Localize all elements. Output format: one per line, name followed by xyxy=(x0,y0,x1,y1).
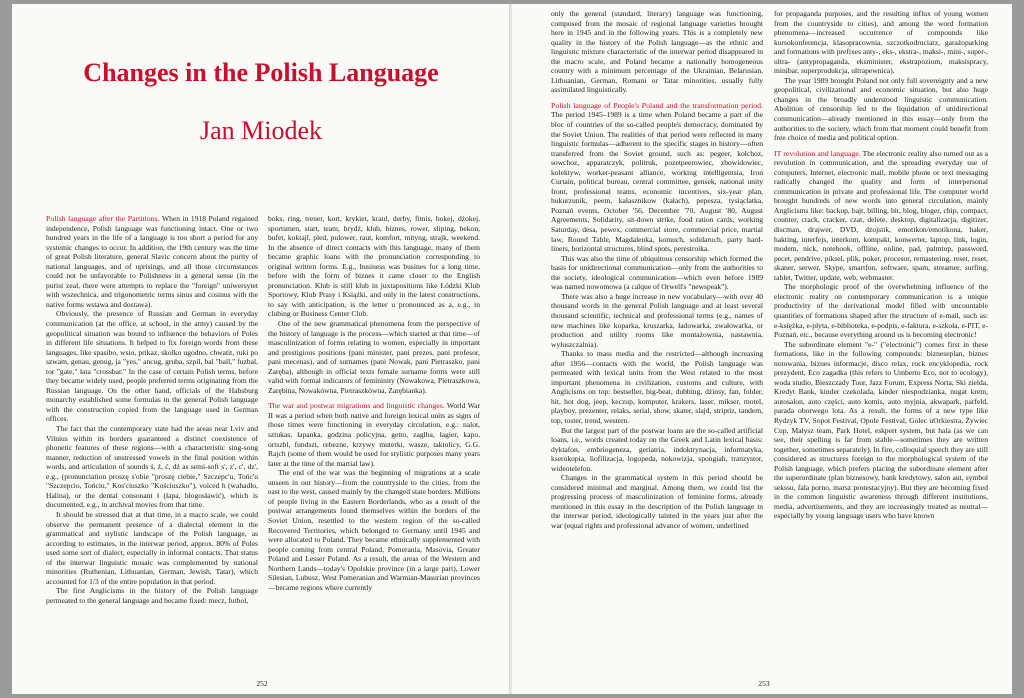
paragraph: But the largest part of the postwar loans are the so-called artificial loans, i.e., words created today on the Greek and Latin lexical basis: dyktafon, embriogeneza, geriatria, indoktrynacja, informatyka, kserokopia, liofilizacja, logopeda, nokowizja, spongiah, tranzystor, wideotelefon. xyxy=(551,425,763,473)
paragraph: The morphologic proof of the overwhelming influence of the electronic reality on contemporary communication is a unique productivity of the derivational model filled with uncountable quantities of formations shaped after the structure of e-mail, such as: e-księżka, e-płyta, e-biblioteka, e-podpis, e-faktura, e-szkoła, e-PIT, e-Poznań, etc., because everything around us is becoming electronic! xyxy=(774,282,988,340)
paragraph: The fact that the contemporary state had the areas near Lviv and Vilnius within its borders guaranteed a distinct coexistence of phonetic features of these regions—with a characteristic sing-song manner, reduction of unstressed vowels in the final position within words, and articulation of sounds ś, ź, ć, dź as semi-soft s', z', c', dz', e.g., (pronunciation proszę s'obie "proszę ciebie," Szczepc'u, Tońc'u "Szczepcio, Tońciu," Kos'ciuszko "Kościuszko"), voiced h (wahadło, Halina), or the dental consonant ł (łapa, błogosławić), which is documented, e.g., in archival movies from that time. xyxy=(46,424,258,510)
paragraph: There was also a huge increase in new vocabulary—with over 40 thousand words in the general Polish language and at least several thousand scientific, technical and professional terms (e.g., names of new machines like koparka, kruszarka, ładowarka, zwałowarka, or production and utility rooms like montażownia, nastawnia, wyłuszczalnia). xyxy=(551,291,763,349)
left-page xyxy=(12,4,510,694)
page-number: 253 xyxy=(758,679,770,688)
paragraph: This was also the time of ubiquitous censorship which formed the basis for unidirectional communication—only from the authorities to the society, ideological communication—which even before 1989 was named nowomowa (a calque of Orwell's "newspeak"). xyxy=(551,253,763,292)
paragraph: Obviously, the presence of Russian and German in everyday communication (at the office, at school, in the army) caused by the geopolitical situation was bound to influence the behaviors of Poles in different life situations. It helped to fix foreign words from these languages, like spasibo, wsio, prikaz, skolko ugodno, chwatit, ruki po szwam, genau, genug, ja "yes," ancug, gruba, szpil, bal "ball," fuzbal, tor "gate," łata "crossbar." In the case of certain Polish terms, before they became widely used, people preferred terms originating from the Russian language. On the other hand, officials of the Habsburg monarchy established some formulas in the general Polish language with the construction copied from the language used in German offices. xyxy=(46,309,258,424)
paragraph: It should be stressed that at that time, in a macro scale, we could observe the permanent presence of a dialectal element in the grammatical and stylistic landscape of the Polish language, as according to estimates, in the interwar period, approx. 80% of Poles used some sort of dialect, especially in informal contacts. That status of the interwar linguistic mosaic was complemented by national minorities (Ruthenian, Lithuanian, German, Jewish, Tatar), which accounted for 1/3 of the entire population in that period. xyxy=(46,509,258,586)
paragraph: One of the new grammatical phenomena from the perspective of the history of language is the process—which started at that time—of masculinization of forms relating to women, especially in important and prestigious positions (pani minister, pani prezes, pani profesor, pani mecenas), and of surnames (pani Nowak, pani Pietraszko, pani Zaręba), although in official texts female surname forms were still valid with formal indicators of femininity (Nowakowa, Pietraszkowa, Zarębina, Nowakówna, Pietraszkówna, Zarębianka). xyxy=(268,319,480,395)
paragraph: for propaganda purposes, and the resulting influx of young women from the countryside to cities), and among the word formation phenomena—increased occurrence of compounds like kursokonferencja, klasopracownia, szczotkodruciarz, garażoparking and formations with prefixes anty-, eks-, ekstra-, maksi-, mini-, super-, ultra- (antypropaganda, eksminister, ekstrapoziom, maksispracy, minibar, superprodukcja, ultrapewnica). xyxy=(774,9,988,76)
paragraph: Changes in the grammatical system in this period should be considered minimal and marginal. Among them, we could list the progressing process of masculinization of feminine forms, already mentioned in this essay in the description of the Polish language in the interwar period, ideologically tainted in the years just after the war (equal rights and professional advance of women, underlined xyxy=(551,473,763,530)
left-column-1 xyxy=(46,214,258,605)
paragraph: The year 1989 brought Poland not only full sovereignty and a new geopolitical, civilizational and economic situation, but also huge changes in the broadly understood linguistic communication. Abolition of censorship led to the liquidation of unidirectional communication—already mentioned in this essay—only from the authorities to the society, which from that moment could benefit from free choice of media and political option. xyxy=(774,75,988,143)
section-heading: Polish language of People's Poland and the transformation period. xyxy=(551,100,763,110)
paragraph: The electronic reality also turned out as a revolution in communication, and the spreading everyday use of computers, Internet, electronic mail, mobile phone or text messaging radically changed the quality and form of interpersonal communication in private and professional life. The computer world brought hundreds of new words into general circulation, mainly Anglicisms like: backup, bajt, billing, bit, blog, bloger, chip, compact, counter, crack, cracker, czat, delete, desktop, digitalizacja, digitizer, discman, drajwer, DVD, dżojstik, emotikon/emotikona, haker, hakting, interfejs, interkom, kompakt, konwerter, laptop, link, login, modem, nick, notebook, offline, online, pad, palmtop, password, pecet, pendrive, piksel, plik, poker, procesor, remastering, reset, reset, skaner, serwer, Skype, smartfon, software, spam, streamer, surfing, tablet, Twitter, update, web, webmaster. xyxy=(774,148,988,282)
paragraph: boks, ring, trener, kort, krykiet, kraul, derby, fitnis, hokej, dżokej, sportsmen, start, team, brydż, klub, biznes, rower, sliping, bekon, bufet, koktajl, pled, pulower, raut, komfort, mityng, strajk, weekend. In the absence of direct contacts with this language, many of them became graphic loans with the pronunciation corresponding to original written forms. E.g., business was busines for a long time, before with the form of biznes it came closer to the English pronunciation. Klub is still klub in juxtapositions like Łódzki Klub Sportowy, Klub Prasy i Książki, and only in the latest constructions, to say with anticipation, is the letter u pronounced as a, e.g., in clubing or Business Center Club. xyxy=(268,214,480,319)
article-author: Jan Miodek xyxy=(199,116,323,145)
paragraph: The subordinate element "e-" ("electronic") comes first in these formations, like in the following compounds: bizneseplan, biznes notowania, biznes informacje, disco relax, rock encyklopedia, rock prezydent, Eco zagadka (this refers to Umberto Eco, not to ecology), woda studio, Bieszczady Tour, Jazz Forum, Express Norta, Ski zielda, Kredyt Bank, kinder czekolada, kinder niespodzianka, nugat krem, autosalon, auto części, auto komis, auto myjnia, akwapark, parfeld, parada oborwego lota. As a result, the forms of a new type like Rydzyk TV, Sopot Festival, Opole Festival, Golec uOrkiestra, Żywiec Cup, Małysz team, Park Hotel, eskpert system, but hala (as we can see, their spelling is far from stable—sometimes they are written together, sometimes separately). In fire, colloquial speech they are still considered as structures foreign to the morphological system of the Polish language, which prefers placing the subordinate element after the superordinate (plan biznesowy, bank kredytowy, salon aut, symbol sekssu, fala porno, marsz protestacyjny). But they are becoming fixed in the common linguistic awareness through different institutions, media, advertisements, and they are increasingly treated as neutral—especially by young language users who have known xyxy=(774,339,988,521)
right-page xyxy=(512,4,1012,694)
paragraph: The end of the war was the beginning of migrations at a scale unseen in our history—from the countryside to the cities, from the east to the west, caused mainly by the changed state borders. Millions of people living in the Eastern Borderlands, who as a result of the postwar arrangements found themselves within the borders of the Soviet Union, resettled to the western region of the so-called Recovered Territories, which belonged to Germany until 1945 and were allocated to Poland. They became ethnically supplemented with people coming from central Poland, Pomerania, Masovia, Greater Poland and Lesser Poland. As a result, the areas of the Western and Northern Lands—today's Opolskie province (in a large part), Lower Silesian, Lubusz, West Pomeranian and Warmian-Masurian provinces—became regions where currently xyxy=(268,468,480,592)
section-heading: Polish language after the Partitions. xyxy=(46,214,160,223)
paragraph: World War II was a period when both native and foreign lexical units as signs of those times were functioning in everyday circulation, e.g.: nalot, sztukas, łapanka, godzina policyjna, getto, zagłba, łagier, kapo, ortszbl, fundszt, rebezne, krzywy muterki, wasze, taktolicy, G.G. Rajch (some of them would be used for stylistic purposes many years later at the time of the martial law). xyxy=(268,401,480,468)
right-column-1 xyxy=(551,9,763,531)
left-column-2 xyxy=(268,214,480,592)
paragraph: The period 1945–1989 is a time when Poland became a part of the bloc of countries of the so-called people's democracy, dominated by the Soviet Union. The realities of that period were reflected in many linguistic formulas—adherent to the specific stages in history—often transferred from the Soviet ground, such as: pegeer, kołchoz, sowchoz, apparatczyk, politruk, pozetpeerowiec, zbowidowiec, kolektyw, worker-peasant alliance, working intelligentsia, Iron Curtain, political bureau, central committee, gensek, national unity front, professional teams, economic incentives, six-year plan, hukurzunik, peem, kałasznikow (kałach), pepesza, tysiąclatka, Poznań events, October '56, December '70, August '80, August Agreements, Solidarity, sit-down strike, food ration cards, working Saturday, desa, pewex, commercial store, commercial price, martial law, Round Table, Magdalenka, komuch, solidaruch, party hard-liners, horizontal structures, blind spots, perestroika. xyxy=(551,110,763,254)
right-column-2 xyxy=(774,9,988,521)
page-number: 252 xyxy=(256,679,268,688)
paragraph: When in 1918 Poland regained independence, Polish language was functioning intact. One or two hundred years in the life of a language is too short a period for any systemic changes to occur. In addition, the 19th century was the time of great Polish literature, general Slavic concern about the purity of national languages, and of uprisings, and all those circumstances could not be unfavorable to Polishness in a general sense (in the purist zeal, there were attempts to replace the "foreign" uniwersytet with wszechnica, and trigonometric terms sinus and cosinus with the native forms wstawa and dostawa). xyxy=(46,214,258,309)
paragraph: only the general (standard, literary) language was functioning, composed from the mosaic of regional language varieties brought here in 1945 and in the following years. This is a completely new quality in the history of the Polish language—as the ethnic and linguistic mixture characteristic of the interwar period disappeared in the macro scale, and Poland became a nationally homogeneous country with a minimum percentage of the Ukrainian, Belarusian, Lithuanian, German, Romani or Tatar minorities, usually fully assimilated linguistically. xyxy=(551,9,763,95)
section-heading: The war and postwar migrations and linguistic changes. xyxy=(268,401,445,411)
section-heading: IT revolution and language. xyxy=(774,148,861,158)
article-title: Changes in the Polish Language xyxy=(83,58,439,87)
paragraph: The first Anglicisms in the history of the Polish language permeated to the general language and became fixed: mecz, futbol, xyxy=(46,586,258,605)
paragraph: Thanks to mass media and the restricted—although increasing after 1956—contacts with the world, the Polish language was permeated with lexical units from the West related to the most important phenomena in civilization, customs and culture, with Anglicisms on top: bestseller, big-beat, dubbing, dżinsy, fan, folder, hit, hot dog, jeep, keczup, komputer, krakers, laser, mikser, motel, playboy, prezenter, relaks, serial, show, skater, slajd, striptiz, tandem, top, toster, trend, western. xyxy=(551,349,763,425)
